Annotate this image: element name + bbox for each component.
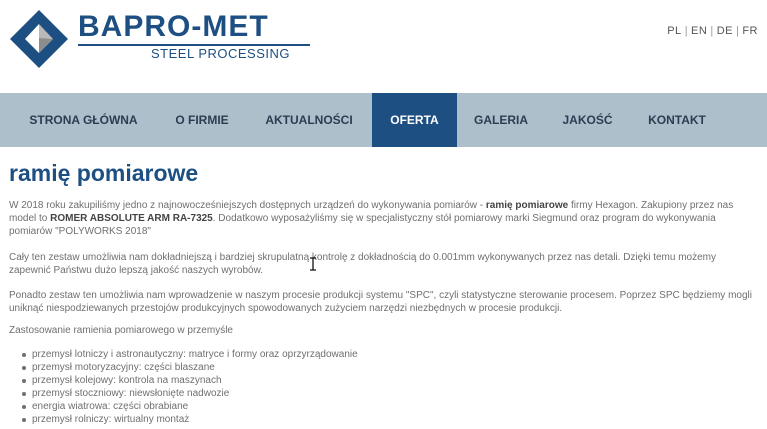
lang-separator: |	[735, 25, 740, 37]
logo-tagline: STEEL PROCESSING	[151, 46, 290, 61]
lang-fr-link[interactable]: FR	[742, 25, 758, 37]
intro-text-3: . Dodatkowo wyposażyliśmy się w specjalistyczny stół pomiarowy marki Siegmund oraz program do wykonywania pomiarów "POLYWORKS 2018"	[9, 213, 716, 237]
list-item: przemysł lotniczy i astronautyczny: matryce i formy oraz oprzyrządowanie	[9, 348, 358, 361]
list-item: przemysł rolniczy: wirtualny montaż	[9, 413, 358, 426]
lang-pl-link[interactable]: PL	[667, 25, 682, 37]
intro-text-1: W 2018 roku zakupiliśmy jedno z najnowocześniejszych dostępnych urządzeń do wykonywania pomiarów -	[9, 200, 486, 211]
main-content	[0, 147, 767, 429]
list-item: przemysł stoczniowy: niewsłonięte nadwozie	[9, 387, 358, 400]
intro-highlight-device: ramię pomiarowe	[485, 200, 569, 211]
nav-item-galeria[interactable]: GALERIA	[474, 113, 528, 127]
nav-item-jakosc[interactable]: JAKOŚĆ	[562, 113, 613, 127]
nav-item-strona-glowna[interactable]: STRONA GŁÓWNA	[29, 113, 138, 127]
logo-diamond-icon	[8, 8, 70, 70]
nav-item-kontakt[interactable]: KONTAKT	[648, 113, 706, 127]
page-title: ramię pomiarowe	[9, 160, 199, 186]
intro-text-2: firmy Hexagon. Zakupiony przez nas model to	[9, 200, 734, 224]
list-item: przemysł kolejowy: kontrola na maszynach	[9, 374, 358, 387]
nav-item-o-firmie[interactable]: O FIRMIE	[175, 113, 229, 127]
intro-paragraph	[9, 199, 757, 238]
logo-brand-name: BAPRO-MET	[78, 10, 269, 43]
lang-de-link[interactable]: DE	[716, 25, 733, 37]
text-cursor-icon	[309, 257, 317, 271]
lang-separator: |	[684, 25, 689, 37]
list-item: energia wiatrowa: części obrabiane	[9, 400, 358, 413]
list-item: przemysł motoryzacyjny: części blaszane	[9, 361, 358, 374]
lang-separator: |	[710, 25, 714, 37]
nav-item-oferta[interactable]: OFERTA	[372, 93, 457, 147]
company-logo[interactable]	[8, 8, 318, 70]
main-nav	[0, 93, 767, 147]
nav-item-aktualnosci[interactable]: AKTUALNOŚCI	[265, 113, 353, 127]
language-switcher	[667, 25, 758, 37]
spc-paragraph: Ponadto zestaw ten umożliwia nam wprowadzenie w naszym procesie produkcji systemu "SPC", czyli statystyczne sterowanie procesem. Poprzez SPC będziemy mogli uniknąć niespodziewanych przestojów produkcyjnych spowodowanych zużyciem narzędzi niezbędnych w procesie produkcji.	[9, 290, 752, 314]
lang-en-link[interactable]: EN	[691, 25, 708, 37]
accuracy-paragraph: Cały ten zestaw umożliwia nam dokładniejszą i bardziej skrupulatną kontrolę z dokładnością do 0.001mm wykonywanych przez nas detali. Dzięki temu możemy zapewnić Państwu dużo lepszą jakość naszych wyrobów.	[9, 252, 716, 276]
applications-heading: Zastosowanie ramienia pomiarowego w przemyśle	[9, 325, 233, 336]
header	[0, 0, 767, 93]
intro-highlight-model: ROMER ABSOLUTE ARM RA-7325	[50, 213, 213, 224]
applications-list	[9, 348, 358, 426]
